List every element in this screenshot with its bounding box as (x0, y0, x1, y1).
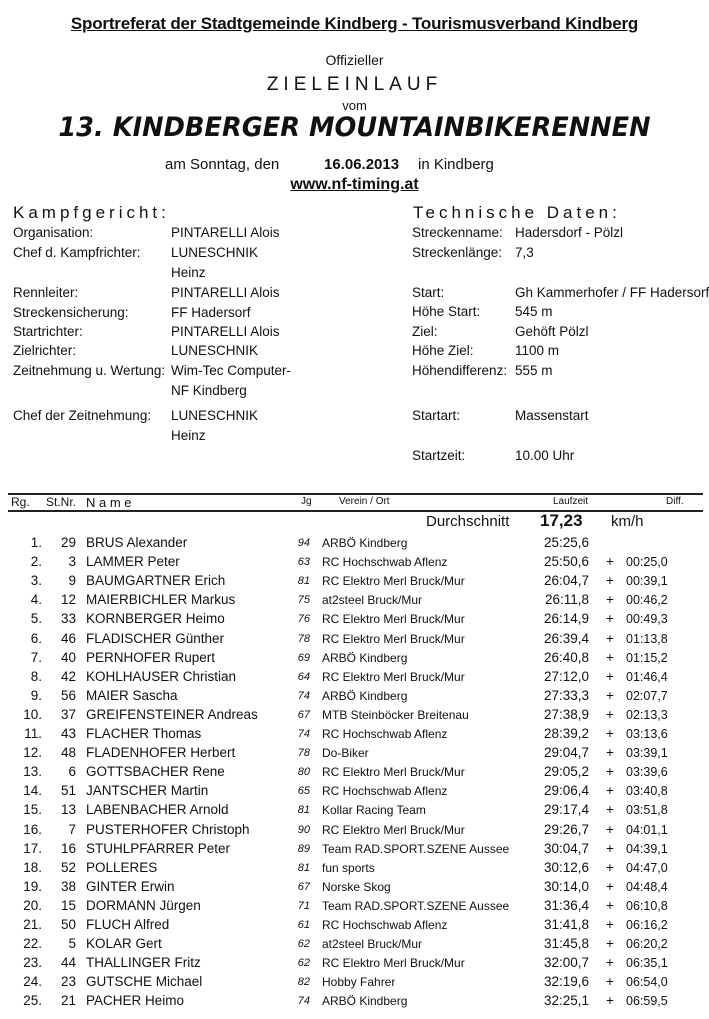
plus-sign: + (606, 688, 614, 703)
birth-year-cell: 90 (297, 824, 310, 836)
club-cell: Do-Biker (322, 746, 369, 760)
table-row (0, 669, 709, 688)
rank-cell: 25. (23, 993, 42, 1008)
birth-year-cell: 81 (297, 575, 310, 587)
start-number-cell: 15 (60, 898, 76, 913)
club-cell: Kollar Racing Team (322, 803, 426, 817)
diff-cell: 06:20,2 (626, 937, 668, 951)
kampfgericht-label: Streckensicherung: (13, 305, 129, 320)
diff-cell: 00:46,2 (626, 593, 668, 607)
kampfgericht-label: Chef der Zeitnehmung: (13, 408, 152, 423)
plus-sign: + (606, 726, 614, 741)
birth-year-cell: 63 (297, 556, 310, 568)
birth-year-cell: 62 (297, 957, 310, 969)
name-cell: PERNHOFER Rupert (86, 650, 216, 665)
table-row (0, 554, 709, 573)
diff-cell: 01:46,4 (626, 670, 668, 684)
club-cell: RC Elektro Merl Bruck/Mur (322, 574, 465, 588)
name-cell: FLADENHOFER Herbert (86, 745, 236, 760)
table-row (0, 993, 709, 1012)
technische-daten-value: 1100 m (515, 343, 560, 358)
plus-sign: + (606, 783, 614, 798)
birth-year-cell: 75 (297, 594, 310, 606)
rank-cell: 15. (23, 802, 42, 817)
birth-year-cell: 81 (297, 862, 310, 874)
diff-cell: 04:47,0 (626, 861, 668, 875)
table-row (0, 974, 709, 993)
plus-sign: + (606, 802, 614, 817)
plus-sign: + (606, 592, 614, 607)
kampfgericht-value: PINTARELLI Alois (171, 285, 280, 300)
rank-cell: 14. (23, 783, 42, 798)
time-cell: 28:39,2 (543, 726, 589, 741)
plus-sign: + (606, 879, 614, 894)
club-cell: Norske Skog (322, 880, 391, 894)
name-cell: LABENBACHER Arnold (86, 802, 229, 817)
vom-label: vom (342, 98, 367, 113)
diff-cell: 06:10,8 (626, 899, 668, 913)
table-row (0, 841, 709, 860)
time-cell: 31:36,4 (543, 898, 589, 913)
diff-cell: 06:54,0 (626, 975, 668, 989)
name-cell: MAIER Sascha (86, 688, 178, 703)
table-row (0, 688, 709, 707)
start-number-cell: 13 (60, 802, 76, 817)
start-number-cell: 42 (60, 669, 76, 684)
date-prefix: am Sonntag, den (165, 156, 280, 173)
club-cell: Team RAD.SPORT.SZENE Aussee (322, 842, 510, 856)
plus-sign: + (606, 745, 614, 760)
name-cell: KOHLHAUSER Christian (86, 669, 237, 684)
diff-cell: 06:35,1 (626, 956, 668, 970)
birth-year-cell: 78 (297, 633, 310, 645)
birth-year-cell: 71 (297, 900, 310, 912)
club-cell: RC Hochschwab Aflenz (322, 727, 448, 741)
club-cell: ARBÖ Kindberg (322, 651, 408, 665)
start-number-cell: 51 (60, 783, 76, 798)
birth-year-cell: 81 (297, 804, 310, 816)
diff-cell: 01:13,8 (626, 632, 668, 646)
technische-daten-value: Gh Kammerhofer / FF Hadersorf (515, 285, 709, 300)
rank-cell: 24. (23, 974, 42, 989)
col-header-rank: Rg. (11, 495, 30, 509)
table-rule-bottom (8, 510, 703, 512)
kampfgericht-label: Startrichter: (13, 324, 83, 339)
plus-sign: + (606, 631, 614, 646)
name-cell: STUHLPFARRER Peter (86, 841, 231, 856)
kampfgericht-label: Zielrichter: (13, 343, 77, 358)
plus-sign: + (606, 936, 614, 951)
table-row (0, 592, 709, 611)
table-row (0, 764, 709, 783)
club-cell: RC Elektro Merl Bruck/Mur (322, 612, 465, 626)
rank-cell: 1. (30, 535, 42, 550)
rank-cell: 23. (23, 955, 42, 970)
kampfgericht-value-line2: Heinz (171, 428, 206, 443)
start-number-cell: 40 (60, 650, 76, 665)
time-cell: 27:38,9 (543, 707, 589, 722)
name-cell: DORMANN Jürgen (86, 898, 201, 913)
plus-sign: + (606, 822, 614, 837)
plus-sign: + (606, 993, 614, 1008)
time-cell: 31:45,8 (543, 936, 589, 951)
table-row (0, 535, 709, 554)
rank-cell: 2. (30, 554, 42, 569)
name-cell: FLADISCHER Günther (86, 631, 225, 646)
technische-daten-value: 10.00 Uhr (515, 448, 575, 463)
document-title: ZIELEINLAUF (266, 74, 443, 95)
time-cell: 29:26,7 (543, 822, 589, 837)
start-number-cell: 7 (68, 822, 76, 837)
event-title: 13. KINDBERGER MOUNTAINBIKERENNEN (58, 112, 651, 143)
rank-cell: 8. (30, 669, 42, 684)
name-cell: LAMMER Peter (86, 554, 180, 569)
plus-sign: + (606, 707, 614, 722)
average-value: 17,23 (540, 511, 583, 530)
time-cell: 27:33,3 (543, 688, 589, 703)
rank-cell: 7. (30, 650, 42, 665)
col-header-club: Verein / Ort (339, 496, 390, 507)
kampfgericht-value: LUNESCHNIK (171, 245, 259, 260)
start-number-cell: 48 (60, 745, 76, 760)
rank-cell: 16. (23, 822, 42, 837)
time-cell: 32:19,6 (543, 974, 589, 989)
time-cell: 25:25,6 (543, 535, 589, 550)
technische-daten-label: Startart: (412, 408, 461, 423)
diff-cell: 02:13,3 (626, 708, 668, 722)
name-cell: KORNBERGER Heimo (86, 611, 225, 626)
diff-cell: 01:15,2 (626, 651, 668, 665)
start-number-cell: 29 (60, 535, 76, 550)
club-cell: at2steel Bruck/Mur (322, 593, 423, 607)
time-cell: 26:14,9 (543, 611, 589, 626)
table-row (0, 726, 709, 745)
col-header-diff: Diff. (666, 496, 684, 507)
kampfgericht-value: PINTARELLI Alois (171, 225, 280, 240)
birth-year-cell: 74 (297, 728, 310, 740)
table-row (0, 898, 709, 917)
technische-daten-label: Streckenlänge: (412, 245, 503, 260)
time-cell: 29:06,4 (543, 783, 589, 798)
name-cell: BAUMGARTNER Erich (86, 573, 226, 588)
rank-cell: 11. (24, 726, 42, 741)
start-number-cell: 12 (60, 592, 76, 607)
kampfgericht-value: PINTARELLI Alois (171, 324, 280, 339)
technische-daten-label: Ziel: (412, 324, 438, 339)
birth-year-cell: 74 (297, 690, 310, 702)
birth-year-cell: 78 (297, 747, 310, 759)
kampfgericht-label: Organisation: (13, 225, 94, 240)
organizer-heading: Sportreferat der Stadtgemeinde Kindberg - Tourismusverband Kindberg (70, 14, 639, 33)
time-cell: 30:12,6 (543, 860, 589, 875)
official-label: Offizieller (325, 52, 384, 68)
kampfgericht-value-line2: NF Kindberg (171, 383, 247, 398)
name-cell: GUTSCHE Michael (86, 974, 203, 989)
club-cell: ARBÖ Kindberg (322, 689, 408, 703)
birth-year-cell: 64 (297, 671, 310, 683)
time-cell: 29:04,7 (543, 745, 589, 760)
plus-sign: + (606, 669, 614, 684)
time-cell: 31:41,8 (543, 917, 589, 932)
technische-daten-value: 555 m (515, 363, 553, 378)
name-cell: BRUS Alexander (86, 535, 188, 550)
table-row (0, 879, 709, 898)
club-cell: RC Elektro Merl Bruck/Mur (322, 632, 465, 646)
start-number-cell: 21 (60, 993, 76, 1008)
birth-year-cell: 80 (297, 766, 310, 778)
plus-sign: + (606, 898, 614, 913)
rank-cell: 13. (23, 764, 42, 779)
birth-year-cell: 65 (297, 785, 310, 797)
time-cell: 32:00,7 (543, 955, 589, 970)
kampfgericht-value-line2: Heinz (171, 265, 206, 280)
table-row (0, 707, 709, 726)
kampfgericht-value: FF Hadersorf (171, 305, 251, 320)
average-label: Durchschnitt (426, 513, 510, 530)
name-cell: MAIERBICHLER Markus (86, 592, 236, 607)
col-header-start-nr: St.Nr. (46, 495, 77, 509)
plus-sign: + (606, 860, 614, 875)
start-number-cell: 56 (60, 688, 76, 703)
diff-cell: 00:25,0 (626, 555, 668, 569)
plus-sign: + (606, 611, 614, 626)
diff-cell: 06:59,5 (626, 994, 668, 1008)
table-row (0, 822, 709, 841)
club-cell: RC Hochschwab Aflenz (322, 784, 448, 798)
birth-year-cell: 69 (297, 652, 310, 664)
birth-year-cell: 89 (297, 843, 310, 855)
kampfgericht-value: LUNESCHNIK (171, 408, 259, 423)
table-row (0, 917, 709, 936)
time-cell: 25:50,6 (543, 554, 589, 569)
rank-cell: 10. (23, 707, 42, 722)
name-cell: FLUCH Alfred (86, 917, 170, 932)
kampfgericht-label: Zeitnehmung u. Wertung: (13, 363, 166, 378)
start-number-cell: 3 (68, 554, 76, 569)
diff-cell: 02:07,7 (626, 689, 668, 703)
birth-year-cell: 61 (297, 919, 310, 931)
table-row (0, 936, 709, 955)
name-cell: PUSTERHOFER Christoph (86, 822, 250, 837)
time-cell: 26:40,8 (543, 650, 589, 665)
club-cell: RC Elektro Merl Bruck/Mur (322, 823, 465, 837)
club-cell: RC Elektro Merl Bruck/Mur (322, 670, 465, 684)
diff-cell: 03:39,6 (626, 765, 668, 779)
time-cell: 29:17,4 (543, 802, 589, 817)
time-cell: 26:11,8 (544, 592, 589, 607)
start-number-cell: 16 (60, 841, 76, 856)
plus-sign: + (606, 917, 614, 932)
birth-year-cell: 76 (297, 613, 310, 625)
diff-cell: 03:51,8 (626, 803, 668, 817)
start-number-cell: 50 (60, 917, 76, 932)
technische-daten-label: Start: (412, 285, 445, 300)
kampfgericht-title: Kampfgericht: (13, 203, 170, 222)
name-cell: FLACHER Thomas (86, 726, 202, 741)
table-row (0, 802, 709, 821)
start-number-cell: 43 (60, 726, 76, 741)
start-number-cell: 9 (68, 573, 76, 588)
club-cell: MTB Steinböcker Breitenau (322, 708, 469, 722)
col-header-time: Laufzeit (553, 496, 589, 507)
time-cell: 30:14,0 (543, 879, 589, 894)
start-number-cell: 37 (60, 707, 76, 722)
name-cell: JANTSCHER Martin (86, 783, 209, 798)
table-row (0, 650, 709, 669)
technische-daten-label: Höhendifferenz: (412, 363, 508, 378)
start-number-cell: 6 (68, 764, 76, 779)
technische-daten-value: Massenstart (515, 408, 589, 423)
table-row (0, 955, 709, 974)
date-suffix: in Kindberg (418, 156, 494, 173)
club-cell: Hobby Fahrer (322, 975, 396, 989)
rank-cell: 17. (23, 841, 42, 856)
table-row (0, 611, 709, 630)
birth-year-cell: 62 (297, 938, 310, 950)
start-number-cell: 44 (60, 955, 76, 970)
rank-cell: 9. (30, 688, 42, 703)
rank-cell: 4. (30, 592, 42, 607)
plus-sign: + (606, 650, 614, 665)
time-cell: 26:04,7 (543, 573, 589, 588)
rank-cell: 19. (23, 879, 42, 894)
technische-daten-label: Startzeit: (412, 448, 466, 463)
table-row (0, 783, 709, 802)
table-row (0, 573, 709, 592)
club-cell: RC Elektro Merl Bruck/Mur (322, 956, 465, 970)
start-number-cell: 38 (60, 879, 76, 894)
name-cell: PACHER Heimo (86, 993, 185, 1008)
birth-year-cell: 67 (297, 709, 310, 721)
plus-sign: + (606, 764, 614, 779)
technische-daten-title: Technische Daten: (413, 203, 621, 222)
club-cell: at2steel Bruck/Mur (322, 937, 423, 951)
club-cell: RC Hochschwab Aflenz (322, 918, 448, 932)
plus-sign: + (606, 974, 614, 989)
plus-sign: + (606, 554, 614, 569)
birth-year-cell: 94 (297, 537, 310, 549)
technische-daten-value: 545 m (515, 304, 553, 319)
start-number-cell: 23 (60, 974, 76, 989)
technische-daten-label: Höhe Start: (412, 304, 481, 319)
technische-daten-label: Höhe Ziel: (412, 343, 474, 358)
technische-daten-value: Hadersdorf - Pölzl (515, 225, 624, 240)
name-cell: GREIFENSTEINER Andreas (86, 707, 258, 722)
time-cell: 30:04,7 (543, 841, 589, 856)
kampfgericht-value: Wim-Tec Computer- (171, 363, 292, 378)
plus-sign: + (606, 573, 614, 588)
time-cell: 29:05,2 (543, 764, 589, 779)
start-number-cell: 52 (60, 860, 76, 875)
diff-cell: 00:49,3 (626, 612, 668, 626)
diff-cell: 00:39,1 (626, 574, 668, 588)
club-cell: ARBÖ Kindberg (322, 994, 408, 1008)
name-cell: POLLERES (86, 860, 158, 875)
rank-cell: 12. (23, 745, 42, 760)
rank-cell: 21. (23, 917, 42, 932)
kampfgericht-label: Rennleiter: (13, 285, 79, 300)
plus-sign: + (606, 841, 614, 856)
technische-daten-value: Gehöft Pölzl (515, 324, 589, 339)
start-number-cell: 33 (60, 611, 76, 626)
diff-cell: 03:40,8 (626, 784, 668, 798)
time-cell: 26:39,4 (543, 631, 589, 646)
table-row (0, 860, 709, 879)
club-cell: Team RAD.SPORT.SZENE Aussee (322, 899, 510, 913)
start-number-cell: 46 (60, 631, 76, 646)
name-cell: GINTER Erwin (86, 879, 175, 894)
time-cell: 32:25,1 (543, 993, 589, 1008)
name-cell: KOLAR Gert (86, 936, 162, 951)
club-cell: fun sports (322, 861, 375, 875)
rank-cell: 20. (23, 898, 42, 913)
plus-sign: + (606, 955, 614, 970)
table-row (0, 631, 709, 650)
website-link[interactable]: www.nf-timing.at (290, 176, 419, 193)
name-cell: GOTTSBACHER Rene (86, 764, 225, 779)
technische-daten-value: 7,3 (515, 245, 534, 260)
diff-cell: 03:13,6 (626, 727, 668, 741)
diff-cell: 04:39,1 (626, 842, 668, 856)
diff-cell: 04:48,4 (626, 880, 668, 894)
diff-cell: 06:16,2 (626, 918, 668, 932)
rank-cell: 3. (30, 573, 42, 588)
table-row (0, 745, 709, 764)
col-header-jg: Jg (301, 496, 312, 507)
rank-cell: 22. (23, 936, 42, 951)
col-header-name: N a m e (86, 495, 132, 510)
average-unit: km/h (611, 513, 644, 530)
name-cell: THALLINGER Fritz (86, 955, 201, 970)
club-cell: RC Elektro Merl Bruck/Mur (322, 765, 465, 779)
start-number-cell: 5 (68, 936, 76, 951)
event-date: 16.06.2013 (324, 156, 400, 173)
birth-year-cell: 82 (297, 976, 310, 988)
rank-cell: 5. (30, 611, 42, 626)
rank-cell: 6. (30, 631, 42, 646)
time-cell: 27:12,0 (543, 669, 589, 684)
technische-daten-label: Streckenname: (412, 225, 503, 240)
diff-cell: 03:39,1 (626, 746, 668, 760)
club-cell: RC Hochschwab Aflenz (322, 555, 448, 569)
birth-year-cell: 74 (297, 995, 310, 1007)
kampfgericht-label: Chef d. Kampfrichter: (13, 245, 141, 260)
birth-year-cell: 67 (297, 881, 310, 893)
rank-cell: 18. (23, 860, 42, 875)
club-cell: ARBÖ Kindberg (322, 536, 408, 550)
kampfgericht-value: LUNESCHNIK (171, 343, 259, 358)
diff-cell: 04:01,1 (626, 823, 668, 837)
